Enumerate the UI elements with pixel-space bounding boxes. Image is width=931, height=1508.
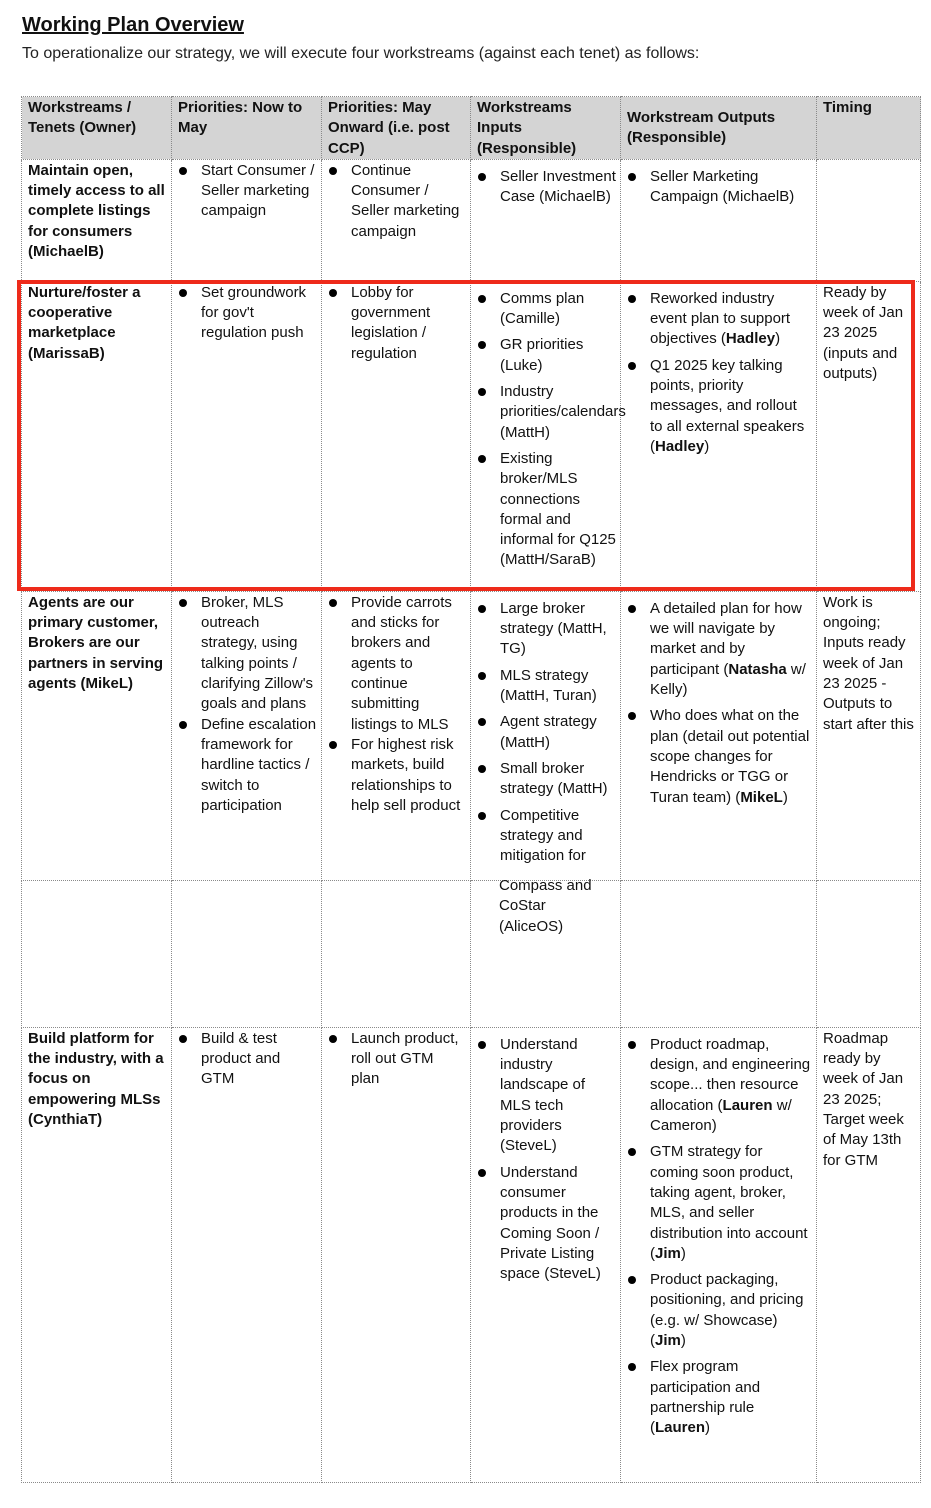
inputs-continued-text: Compass and CoStar (AliceOS) xyxy=(499,877,592,935)
outputs-cell xyxy=(621,591,817,880)
list-item: Define escalation framework for hardline tactics / switch to participation xyxy=(178,715,317,816)
table-row xyxy=(22,591,921,880)
list-item: Flex program participation and partnership rule (Lauren) xyxy=(627,1357,812,1438)
list-item: GR priorities (Luke) xyxy=(477,335,616,376)
list-item: Existing broker/MLS connections formal and informal for Q125 (MattH/SaraB) xyxy=(477,449,616,571)
list-item: Q1 2025 key talking points, priority messages, and rollout to all external speakers (Hadley) xyxy=(627,356,812,457)
list-item: Agent strategy (MattH) xyxy=(477,712,616,753)
page-title: Working Plan Overview xyxy=(22,14,244,36)
header-priorities-may: Priorities: May Onward (i.e. post CCP) xyxy=(322,97,471,160)
may-cell xyxy=(322,159,471,281)
list-item: Seller Investment Case (MichaelB) xyxy=(477,167,616,208)
inputs-cell xyxy=(471,281,626,591)
table-header-row xyxy=(22,97,921,160)
empty-cell xyxy=(817,880,921,1027)
tenet-cell: Agents are our primary customer, Brokers are our partners in serving agents (MikeL) xyxy=(22,591,172,880)
list-item: Continue Consumer / Seller marketing campaign xyxy=(328,161,466,242)
list-item: A detailed plan for how we will navigate by market and by participant (Natasha w/ Kelly) xyxy=(627,599,812,700)
timing-cell xyxy=(817,159,921,281)
timing-cell: Ready by week of Jan 23 2025 (inputs and outputs) xyxy=(817,281,921,591)
list-item: Seller Marketing Campaign (MichaelB) xyxy=(627,167,812,208)
header-inputs: Workstreams Inputs (Responsible) xyxy=(471,97,621,160)
list-item: Large broker strategy (MattH, TG) xyxy=(477,599,616,660)
inputs-cell xyxy=(471,1027,621,1482)
outputs-cell xyxy=(621,281,817,591)
inputs-cell xyxy=(471,591,621,880)
intro-text: To operationalize our strategy, we will execute four workstreams (against each tenet) as follows: xyxy=(22,45,700,62)
outputs-cell xyxy=(621,1027,817,1482)
now-cell xyxy=(172,159,322,281)
header-priorities-now: Priorities: Now to May xyxy=(172,97,322,160)
list-item: Provide carrots and sticks for brokers and agents to continue submitting listings to MLS xyxy=(328,593,466,735)
list-item: Comms plan (Camille) xyxy=(477,289,616,330)
list-item: For highest risk markets, build relationships to help sell product xyxy=(328,735,466,816)
list-item: Build & test product and GTM xyxy=(178,1029,317,1090)
table-row xyxy=(22,1027,921,1482)
table-row xyxy=(22,159,921,281)
tenet-cell: Build platform for the industry, with a focus on empowering MLSs (CynthiaT) xyxy=(22,1027,172,1482)
list-item: Start Consumer / Seller marketing campaign xyxy=(178,161,317,222)
header-tenets: Workstreams / Tenets (Owner) xyxy=(22,97,172,160)
list-item: GTM strategy for coming soon product, taking agent, broker, MLS, and seller distribution into account (Jim) xyxy=(627,1142,812,1264)
table-row xyxy=(22,281,921,591)
empty-cell xyxy=(322,880,471,1027)
may-cell xyxy=(322,281,471,591)
inputs-cell xyxy=(471,159,621,281)
list-item: Understand industry landscape of MLS tech providers (SteveL) xyxy=(477,1035,616,1157)
list-item: Lobby for government legislation / regulation xyxy=(328,283,466,364)
now-cell xyxy=(172,591,322,880)
now-cell xyxy=(172,281,322,591)
list-item: Who does what on the plan (detail out potential scope changes for Hendricks or TGG or Turan team) (MikeL) xyxy=(627,706,812,807)
empty-cell xyxy=(172,880,322,1027)
may-cell xyxy=(322,1027,471,1482)
list-item: Understand consumer products in the Coming Soon / Private Listing space (SteveL) xyxy=(477,1163,616,1285)
list-item: Small broker strategy (MattH) xyxy=(477,759,616,800)
list-item: Product roadmap, design, and engineering scope... then resource allocation (Lauren w/ Cameron) xyxy=(627,1035,812,1136)
empty-cell xyxy=(621,880,817,1027)
may-cell xyxy=(322,591,471,880)
table-row xyxy=(22,880,921,1027)
list-item: Industry priorities/calendars (MattH) xyxy=(477,382,616,443)
now-cell xyxy=(172,1027,322,1482)
timing-cell: Work is ongoing; Inputs ready week of Jan 23 2025 - Outputs to start after this xyxy=(817,591,921,880)
timing-cell: Roadmap ready by week of Jan 23 2025; Target week of May 13th for GTM xyxy=(817,1027,921,1482)
outputs-cell xyxy=(621,159,817,281)
tenet-cell: Maintain open, timely access to all complete listings for consumers (MichaelB) xyxy=(22,159,172,281)
list-item: Product packaging, positioning, and pricing (e.g. w/ Showcase) (Jim) xyxy=(627,1270,812,1351)
list-item: Reworked industry event plan to support objectives (Hadley) xyxy=(627,289,812,350)
header-outputs: Workstream Outputs (Responsible) xyxy=(621,97,817,160)
list-item: MLS strategy (MattH, Turan) xyxy=(477,666,616,707)
list-item: Broker, MLS outreach strategy, using talking points / clarifying Zillow's goals and plans xyxy=(178,593,317,715)
working-plan-table xyxy=(21,96,921,1483)
tenet-cell: Nurture/foster a cooperative marketplace (MarissaB) xyxy=(22,281,172,591)
empty-cell xyxy=(22,880,172,1027)
list-item: Launch product, roll out GTM plan xyxy=(328,1029,466,1090)
list-item: Competitive strategy and mitigation for xyxy=(477,806,616,867)
list-item: Set groundwork for gov't regulation push xyxy=(178,283,317,344)
header-timing: Timing xyxy=(817,97,921,160)
